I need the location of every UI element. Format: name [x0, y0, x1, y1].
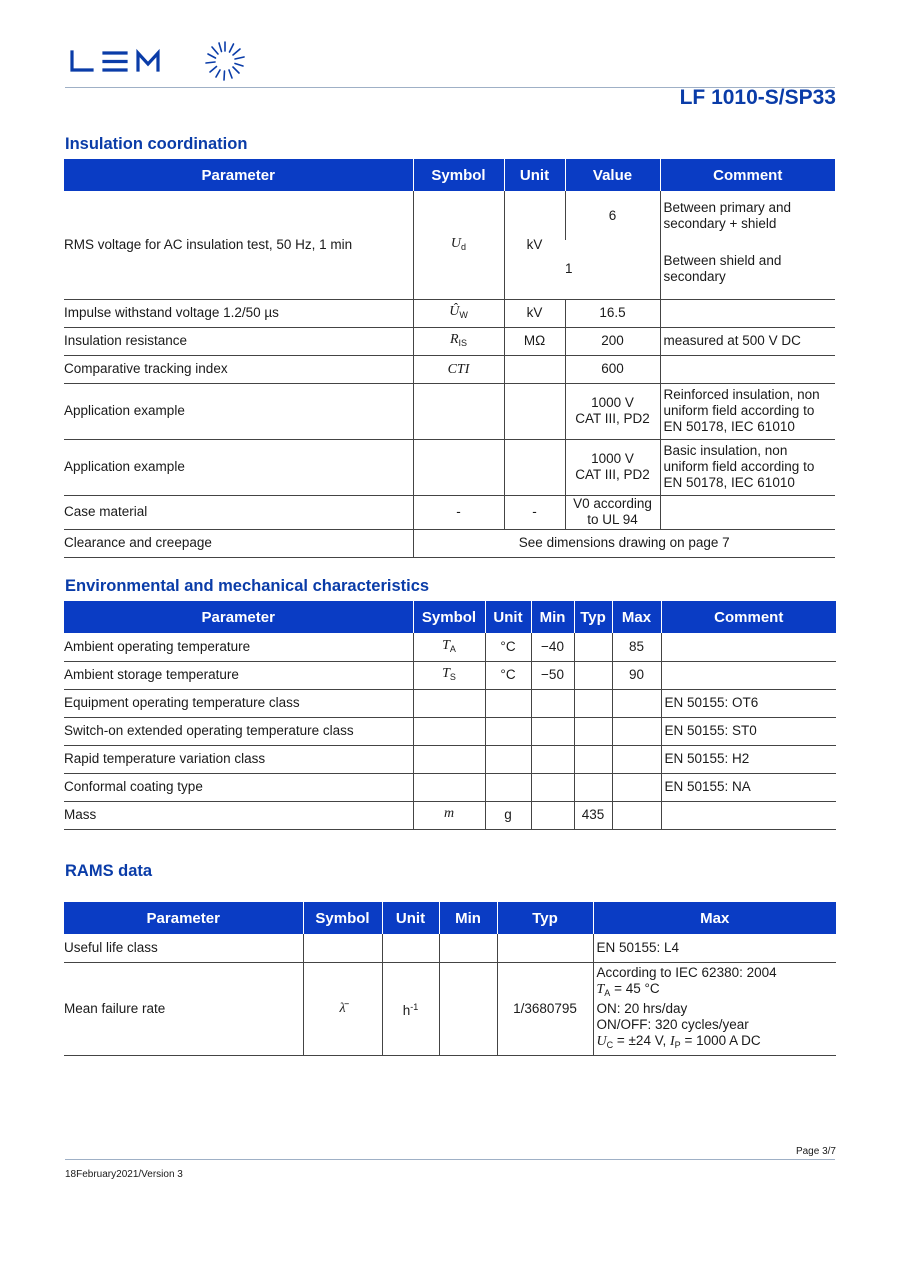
param-cell: Ambient operating temperature [64, 633, 413, 661]
max-line-text: = ±24 V, [616, 1032, 667, 1048]
value-line: CAT III, PD2 [575, 467, 650, 482]
symbol-cell [413, 801, 485, 829]
param-cell: Mean failure rate [64, 962, 303, 1055]
typ-cell [574, 633, 612, 661]
comment-cell: EN 50155: H2 [661, 745, 836, 773]
comment-cell: EN 50155: ST0 [661, 717, 836, 745]
symbol-subscript: W [459, 310, 468, 320]
col-header: Symbol [413, 601, 485, 633]
symbol-cell [303, 934, 382, 962]
param-cell: Rapid temperature variation class [64, 745, 413, 773]
col-header: Typ [497, 902, 593, 934]
typ-cell [574, 661, 612, 689]
col-header: Parameter [64, 902, 303, 934]
symbol-cell [413, 773, 485, 801]
unit-cell [504, 383, 565, 439]
param-cell: Ambient storage temperature [64, 661, 413, 689]
comment-cell: EN 50155: NA [661, 773, 836, 801]
symbol: I [669, 1033, 675, 1049]
comment-cell: measured at 500 V DC [660, 327, 835, 355]
value-cell: 1 [565, 240, 660, 299]
symbol-subscript: P [674, 1039, 681, 1050]
max-cell [612, 745, 661, 773]
unit-cell: °C [485, 661, 531, 689]
table-row [64, 717, 836, 745]
min-cell [531, 773, 574, 801]
table-row [64, 327, 835, 355]
symbol-cell [413, 689, 485, 717]
symbol-cell: - [413, 495, 504, 529]
max-cell: 90 [612, 661, 661, 689]
insulation-table [64, 159, 835, 558]
symbol: Û [449, 304, 460, 319]
col-header: Max [593, 902, 836, 934]
comment-cell [661, 801, 836, 829]
max-cell: 85 [612, 633, 661, 661]
environmental-table [64, 601, 836, 830]
symbol-cell [413, 717, 485, 745]
symbol-subscript: A [449, 643, 456, 654]
unit-cell: °C [485, 633, 531, 661]
table-row [64, 299, 835, 327]
value-line: 1000 V [591, 395, 634, 410]
param-cell: Comparative tracking index [64, 355, 413, 383]
symbol: m [443, 806, 455, 821]
symbol: U [596, 1033, 607, 1049]
value-cell: 16.5 [565, 299, 660, 327]
symbol-subscript: S [449, 672, 456, 682]
col-header: Min [439, 902, 497, 934]
symbol: R [449, 332, 459, 347]
param-cell: Impulse withstand voltage 1.2/50 µs [64, 299, 413, 327]
col-header: Comment [660, 159, 835, 191]
footer-rule [65, 1159, 835, 1160]
min-cell [531, 745, 574, 773]
section-title-insulation: Insulation coordination [65, 135, 248, 153]
unit-cell [504, 439, 565, 495]
unit-cell [485, 745, 531, 773]
max-line-text: = 1000 A DC [684, 1032, 761, 1048]
col-header: Unit [485, 601, 531, 633]
col-header: Typ [574, 601, 612, 633]
unit-cell: kV [504, 191, 565, 299]
max-line: According to IEC 62380: 2004 [596, 964, 777, 980]
min-cell [531, 801, 574, 829]
symbol-cell [413, 191, 504, 299]
param-cell: Application example [64, 439, 413, 495]
col-header: Parameter [64, 159, 413, 191]
symbol-subscript: C [606, 1039, 614, 1050]
unit-cell: - [504, 495, 565, 529]
comment-cell: Between primary and secondary + shield [660, 191, 835, 240]
table-row [64, 661, 836, 689]
table-header [64, 601, 836, 633]
min-cell: −40 [531, 633, 574, 661]
typ-cell [574, 689, 612, 717]
table-row [64, 439, 835, 495]
table-header [64, 159, 835, 191]
max-line-text: = 45 °C [614, 980, 660, 996]
symbol: CTI [447, 361, 470, 377]
value-cell [565, 439, 660, 495]
unit-superscript: -1 [410, 1001, 419, 1012]
typ-cell: 435 [574, 801, 612, 829]
col-header: Unit [504, 159, 565, 191]
max-cell: EN 50155: L4 [593, 934, 836, 962]
table-row [64, 633, 836, 661]
table-row [64, 191, 835, 240]
table-row [64, 801, 836, 829]
col-header: Symbol [303, 902, 382, 934]
table-row [64, 355, 835, 383]
min-cell [531, 717, 574, 745]
comment-cell: Between shield and secondary [660, 240, 835, 299]
unit-cell [382, 934, 439, 962]
symbol-cell [413, 327, 504, 355]
unit-cell [382, 962, 439, 1055]
col-header: Comment [661, 601, 836, 633]
max-cell [612, 717, 661, 745]
document-title: LF 1010-S/SP33 [679, 86, 836, 109]
lambda-bar-symbol: λ̄ [339, 1001, 346, 1016]
value-line: V0 according [573, 496, 652, 511]
typ-cell [574, 745, 612, 773]
unit-cell [485, 773, 531, 801]
comment-cell: EN 50155: OT6 [661, 689, 836, 717]
comment-cell: Basic insulation, non uniform field according to EN 50178, IEC 61010 [660, 439, 835, 495]
max-cell [593, 962, 836, 1055]
rams-table [64, 902, 836, 1056]
lem-logo [68, 40, 248, 84]
max-cell [612, 689, 661, 717]
table-row [64, 495, 835, 529]
min-cell [531, 689, 574, 717]
min-cell [439, 962, 497, 1055]
col-header: Symbol [413, 159, 504, 191]
symbol-cell [413, 439, 504, 495]
comment-cell [660, 355, 835, 383]
unit-cell [504, 355, 565, 383]
max-line: ON: 20 hrs/day [596, 1000, 688, 1016]
param-cell: Clearance and creepage [64, 529, 413, 557]
symbol: U [450, 235, 462, 251]
symbol-cell [303, 962, 382, 1055]
page-number: Page 3/7 [795, 1146, 836, 1157]
symbol-cell [413, 383, 504, 439]
max-line: ON/OFF: 320 cycles/year [596, 1016, 749, 1032]
unit-cell [485, 689, 531, 717]
value-cell: 200 [565, 327, 660, 355]
param-cell: Switch-on extended operating temperature class [64, 717, 413, 745]
unit-cell [485, 717, 531, 745]
comment-cell [661, 633, 836, 661]
table-row [64, 689, 836, 717]
param-cell: Useful life class [64, 934, 303, 962]
document-date: 18February2021/Version 3 [65, 1169, 183, 1180]
table-row [64, 745, 836, 773]
section-title-environmental: Environmental and mechanical characteristics [65, 577, 430, 595]
col-header: Min [531, 601, 574, 633]
table-header [64, 902, 836, 934]
symbol-subscript: A [604, 987, 611, 998]
unit-cell: g [485, 801, 531, 829]
merged-cell: See dimensions drawing on page 7 [413, 529, 835, 557]
symbol: T [442, 637, 450, 653]
section-title-rams: RAMS data [65, 862, 153, 880]
table-row [64, 383, 835, 439]
comment-cell [660, 299, 835, 327]
col-header: Parameter [64, 601, 413, 633]
min-cell [439, 934, 497, 962]
value-cell: 600 [565, 355, 660, 383]
symbol-cell [413, 355, 504, 383]
col-header: Value [565, 159, 660, 191]
table-row [64, 529, 835, 557]
param-cell: Case material [64, 495, 413, 529]
typ-cell: 1/3680795 [497, 962, 593, 1055]
min-cell: −50 [531, 661, 574, 689]
value-cell [565, 495, 660, 529]
symbol-subscript: d [461, 241, 467, 252]
symbol-cell [413, 299, 504, 327]
symbol: T [596, 981, 605, 997]
value-cell [565, 383, 660, 439]
max-cell [612, 773, 661, 801]
value-line: 1000 V [591, 451, 634, 466]
table-row [64, 962, 836, 1055]
max-cell [612, 801, 661, 829]
value-cell: 6 [565, 191, 660, 240]
typ-cell [574, 717, 612, 745]
comment-cell [660, 495, 835, 529]
col-header: Max [612, 601, 661, 633]
table-row [64, 934, 836, 962]
value-line: CAT III, PD2 [575, 411, 650, 426]
param-cell: Mass [64, 801, 413, 829]
symbol-cell [413, 745, 485, 773]
max-line [597, 981, 834, 1001]
symbol-cell [413, 633, 485, 661]
sun-icon [206, 42, 244, 80]
symbol: T [442, 666, 450, 681]
param-cell: Insulation resistance [64, 327, 413, 355]
table-row [64, 773, 836, 801]
typ-cell [497, 934, 593, 962]
symbol-cell [413, 661, 485, 689]
max-line [597, 1033, 834, 1053]
unit-cell: MΩ [504, 327, 565, 355]
unit-cell: kV [504, 299, 565, 327]
value-line: to UL 94 [587, 512, 638, 527]
comment-cell: Reinforced insulation, non uniform field according to EN 50178, IEC 61010 [660, 383, 835, 439]
comment-cell [661, 661, 836, 689]
col-header: Unit [382, 902, 439, 934]
param-cell: RMS voltage for AC insulation test, 50 Hz, 1 min [64, 191, 413, 299]
param-cell: Conformal coating type [64, 773, 413, 801]
symbol-subscript: IS [458, 338, 468, 348]
unit-base: h [402, 1002, 411, 1018]
param-cell: Equipment operating temperature class [64, 689, 413, 717]
typ-cell [574, 773, 612, 801]
param-cell: Application example [64, 383, 413, 439]
